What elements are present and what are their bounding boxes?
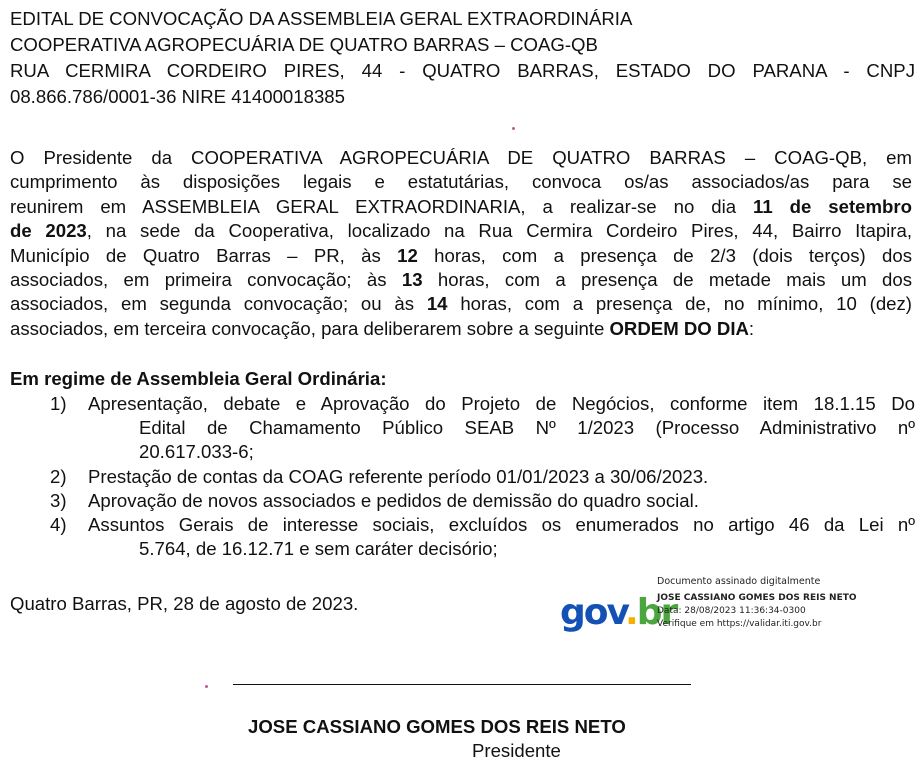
regime-title: Em regime de Assembleia Geral Ordinária: — [10, 368, 387, 389]
first-call-hour: 12 — [397, 244, 418, 266]
place-date: Quatro Barras, PR, 28 de agosto de 2023. — [10, 593, 359, 614]
intro-line: cumprimento às disposições legais e estatutárias, convoca os/as associados/as para se — [10, 171, 912, 193]
digital-signature-stamp — [560, 575, 910, 645]
meeting-date: 11 de setembro — [753, 195, 913, 217]
item-text-continued: Edital de Chamamento Público SEAB Nº 1/2023 (Processo Administrativo nº — [139, 417, 915, 439]
agenda-label: ORDEM DO DIA — [609, 317, 749, 339]
intro-line: Município de Quatro Barras – PR, às 12 horas, com a presença de 2/3 (dois terços) dos — [10, 244, 913, 266]
item-text: Aprovação de novos associados e pedidos de demissão do quadro social. — [88, 489, 699, 511]
govbr-logo: gov.br — [560, 592, 677, 633]
agenda-item — [10, 465, 915, 489]
signer-name: JOSE CASSIANO GOMES DOS REIS NETO — [248, 716, 626, 737]
third-call-hour: 14 — [426, 293, 448, 315]
header-cooperative: COOPERATIVA AGROPECUÁRIA DE QUATRO BARRAS – COAG-QB — [10, 34, 598, 55]
item-text: Prestação de contas da COAG referente período 01/01/2023 a 30/06/2023. — [88, 465, 709, 487]
item-number: 2) — [50, 465, 67, 487]
item-number: 3) — [50, 489, 67, 511]
intro-line: O Presidente da COOPERATIVA AGROPECUÁRIA DE QUATRO BARRAS – COAG-QB, em — [10, 147, 912, 168]
signature-verify-link[interactable]: Verifique em https://validar.iti.gov.br — [657, 619, 822, 629]
intro-paragraph — [10, 146, 912, 341]
intro-line: associados, em segunda convocação; ou às 14 horas, com a presença de, no mínimo, 10 (dez) — [10, 293, 913, 315]
signature-name: JOSE CASSIANO GOMES DOS REIS NETO — [657, 593, 857, 603]
item-text: Assuntos Gerais de interesse sociais, excluídos os enumerados no artigo 46 da Lei nº — [88, 514, 915, 536]
intro-line: associados, em primeira convocação; às 13 horas, com a presença de metade mais um dos — [10, 269, 912, 291]
meeting-year: de 2023 — [10, 220, 87, 242]
scan-speck — [205, 685, 208, 688]
header-address: RUA CERMIRA CORDEIRO PIRES, 44 - QUATRO BARRAS, ESTADO DO PARANA - CNPJ — [10, 60, 915, 81]
item-text: Apresentação, debate e Aprovação do Projeto de Negócios, conforme item 18.1.15 Do — [88, 393, 915, 414]
scan-speck — [512, 127, 515, 130]
item-number: 1) — [50, 393, 67, 414]
agenda-list — [10, 392, 915, 561]
second-call-hour: 13 — [401, 269, 423, 291]
item-text-continued: 20.617.033-6; — [139, 441, 254, 463]
agenda-item — [10, 392, 915, 465]
signature-header: Documento assinado digitalmente — [657, 576, 821, 587]
agenda-item — [10, 489, 915, 513]
signature-date: Data: 28/08/2023 11:36:34-0300 — [657, 606, 806, 616]
header-title: EDITAL DE CONVOCAÇÃO DA ASSEMBLEIA GERAL EXTRAORDINÁRIA — [10, 8, 633, 29]
agenda-item — [10, 513, 915, 561]
intro-line: associados, em terceira convocação, para deliberarem sobre a seguinte ORDEM DO DIA: — [10, 317, 755, 339]
intro-line: de 2023, na sede da Cooperativa, localizado na Rua Cermira Cordeiro Pires, 44, Bairro Itapira, — [10, 220, 912, 242]
signature-details — [657, 575, 857, 631]
signature-line — [233, 684, 691, 685]
intro-line: reunirem em ASSEMBLEIA GERAL EXTRAORDINARIA, a realizar-se no dia 11 de setembro — [10, 195, 913, 217]
item-text-continued: 5.764, de 16.12.71 e sem caráter decisório; — [139, 538, 498, 560]
document-header — [10, 6, 915, 110]
item-number: 4) — [50, 514, 67, 536]
header-registration: 08.866.786/0001-36 NIRE 41400018385 — [10, 86, 345, 107]
signer-role: Presidente — [472, 740, 561, 761]
